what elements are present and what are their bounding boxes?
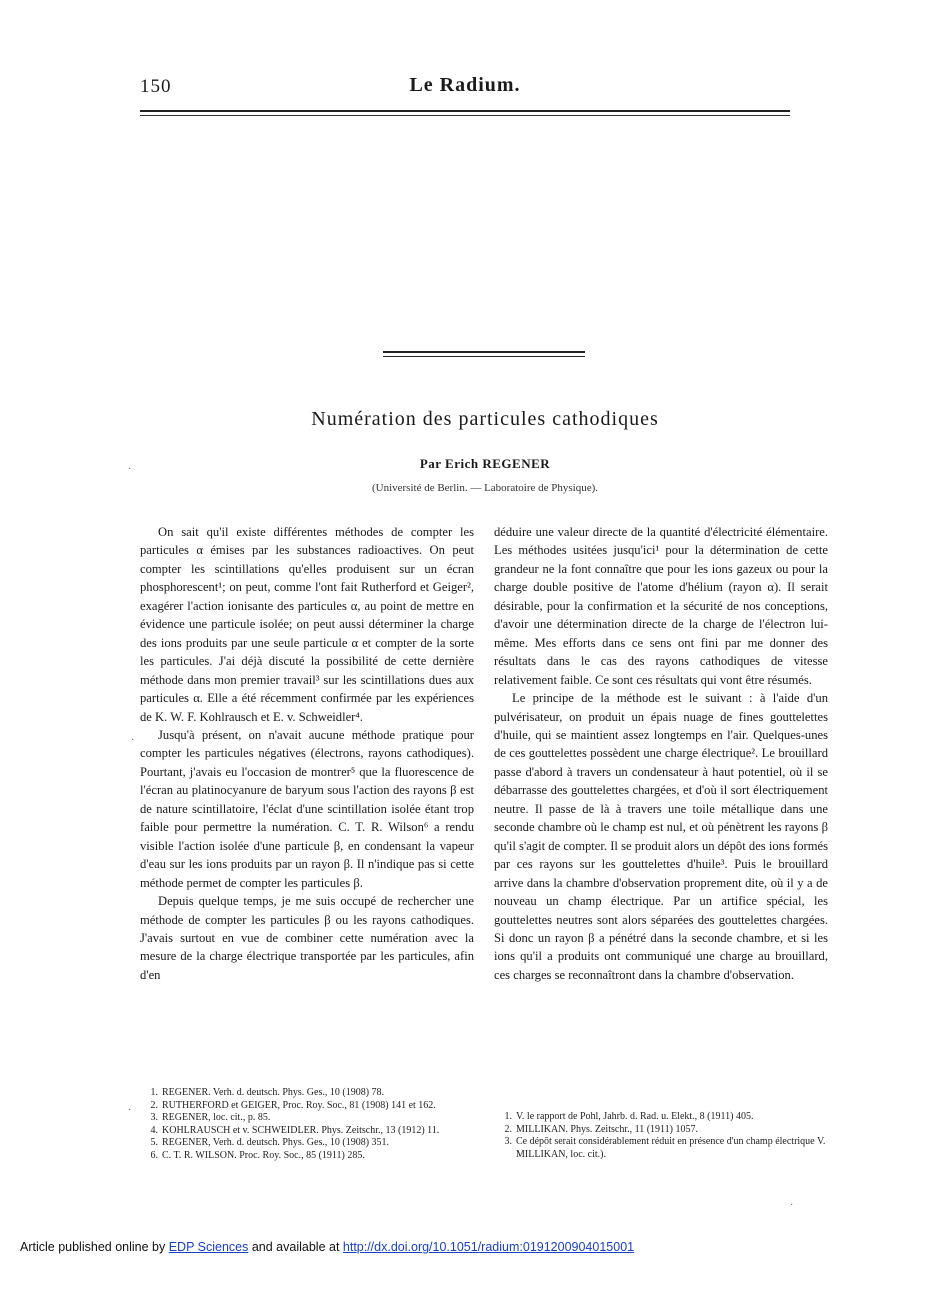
footnote-number: 3. [504, 1136, 512, 1148]
footnote-text: V. le rapport de Pohl, Jahrb. d. Rad. u. Elekt., 8 (1911) 405. [516, 1111, 754, 1122]
footnote-number: 2. [150, 1099, 158, 1111]
footnote-number: 4. [150, 1124, 158, 1136]
footnote-text: KOHLRAUSCH et v. SCHWEIDLER. Phys. Zeitschr., 13 (1912) 11. [162, 1124, 440, 1136]
footnote-text: RUTHERFORD et GEIGER, Proc. Roy. Soc., 81 (1908) 141 et 162. [162, 1099, 436, 1111]
scan-mark: · [131, 735, 135, 746]
footnote-text: C. T. R. WILSON. Proc. Roy. Soc., 85 (1911) 285. [162, 1149, 365, 1161]
footnote [494, 1136, 828, 1161]
footnote [140, 1112, 474, 1125]
footnote [140, 1150, 474, 1163]
header-rule-thin [140, 115, 790, 116]
footnote-number: 2. [504, 1123, 512, 1135]
footnote [140, 1087, 474, 1100]
paragraph: On sait qu'il existe différentes méthodes de compter les particules α émises par les substances radioactives. On peut compter les scintillations qu'elles produisent sur un écran phosphorescent¹; on peut, comme l'ont fait Rutherford et Geiger², exagérer l'action ionisante des particules α, au point de mettre en évidence une particule isolée; on peut aussi déterminer la charge des ions produits par une seule particule α et compter de la sorte les particules. J'ai déjà discuté la possibilité de cette dernière méthode dans mon premier travail³ sur les scintillations dues aux particules α. Elle a été récemment confirmée par les expériences de K. W. F. Kohlrausch et E. v. Schweidler⁴. [140, 525, 474, 724]
publisher-link[interactable]: EDP Sciences [168, 1240, 249, 1254]
scan-mark: · [790, 1200, 794, 1211]
footnotes-right [494, 1111, 828, 1161]
journal-title: Le Radium. [409, 74, 521, 96]
article-title: Numération des particules cathodiques [311, 408, 659, 430]
footer-prefix: Article published online by [20, 1240, 169, 1254]
footnote-number: 1. [150, 1087, 158, 1098]
footnote [140, 1100, 474, 1113]
article-byline: Par Erich REGENER [419, 456, 551, 471]
footnote-number: 1. [504, 1111, 512, 1122]
footnote [140, 1137, 474, 1150]
paragraph: Depuis quelque temps, je me suis occupé de rechercher une méthode de compter les particules β ou les rayons cathodiques. J'avais surtout en vue de combiner cette numération avec la mesure de la charge électrique transportée par les particules, afin d'en [140, 894, 474, 982]
scan-mark: · [128, 1105, 132, 1116]
footnote-text: REGENER, Verh. d. deutsch. Phys. Ges., 10 (1908) 351. [162, 1137, 390, 1149]
page-number: 150 [140, 76, 172, 97]
footnote-text: REGENER, loc. cit., p. 85. [162, 1112, 271, 1124]
body-column-right [494, 523, 828, 984]
publication-footer [20, 1240, 634, 1254]
footnote-number: 3. [150, 1112, 158, 1124]
title-ornament-bottom [383, 356, 585, 357]
footnote [494, 1124, 828, 1137]
article-affiliation: (Université de Berlin. — Laboratoire de Physique). [371, 482, 599, 494]
footnote-number: 6. [150, 1149, 158, 1161]
footnote-text: MILLIKAN. Phys. Zeitschr., 11 (1911) 1057. [516, 1123, 699, 1135]
doi-link[interactable]: http://dx.doi.org/10.1051/radium:0191200904015001 [342, 1240, 635, 1254]
scan-mark: · [128, 464, 132, 475]
paragraph: Le principe de la méthode est le suivant : à l'aide d'un pulvérisateur, on produit un épais nuage de fines gouttelettes d'huile, qui se maintient assez longtemps en l'air. Quelques-unes de ces gouttelettes possèdent une charge électrique². Le brouillard passe d'abord à travers un condensateur à haut potentiel, où il se débarrasse des gouttelettes chargées, et d'où il sort électriquement neutre. Il passe de là à travers une toile métallique dans une seconde chambre où le champ est nul, et où pénètrent les rayons β qu'il s'agit de compter. Il se produit alors un dépôt des ions formés par ces rayons sur les gouttelettes d'huile³. Puis le brouillard arrive dans la chambre d'observation proprement dite, où il y a de nouveau un champ électrique. Par un artifice spécial, les gouttelettes neutres sont alors séparées des gouttelettes chargées. Si donc un rayon β a pénétré dans la seconde chambre, et si les ions qu'il a produits ont communiqué une charge au brouillard, ces charges se reconnaîtront dans la chambre d'observation. [494, 691, 828, 982]
paragraph: déduire une valeur directe de la quantité d'électricité élémentaire. Les méthodes usitées jusqu'ici¹ pour la détermination de cette grandeur ne la font connaître que pour les ions gazeux ou pour la charge double positive de l'atome d'hélium (rayon α). Il serait désirable, pour la confirmation et la sécurité de nos conceptions, d'avoir une détermination directe de la charge de l'électron lui-même. Mes efforts dans ce sens ont fini par me donner des résultats dans le cas des rayons cathodiques de vitesse relativement faible. Ce sont ces résultats qui vont être résumés. [494, 525, 828, 687]
paragraph: Jusqu'à présent, on n'avait aucune méthode pratique pour compter les particules négatives (électrons, rayons cathodiques). Pourtant, j'avais eu l'occasion de montrer⁵ que la fluorescence de l'écran au platinocyanure de baryum sous l'action des rayons β est de nature scintillatoire, l'éclat d'une scintillation isolée étant trop faible pour permettre la numération. C. T. R. Wilson⁶ a rendu visible l'action isolée d'une particule β, en condensant la vapeur d'eau sur les ions produits par un rayon β. Il n'indique pas si cette méthode permet de compter les particules β. [140, 727, 474, 890]
footnote-number: 5. [150, 1137, 158, 1149]
header-rule-thick [140, 110, 790, 112]
footnote [140, 1125, 474, 1138]
running-header [140, 72, 790, 112]
footnote [494, 1111, 828, 1124]
body-column-left [140, 523, 474, 984]
footnote-text: REGENER. Verh. d. deutsch. Phys. Ges., 10 (1908) 78. [162, 1087, 385, 1098]
footer-middle: and available at [248, 1240, 343, 1254]
footnote-text: Ce dépôt serait considérablement réduit en présence d'un champ électrique V. MILLIKAN, loc. cit.). [516, 1136, 826, 1160]
title-ornament-top [383, 351, 585, 353]
footnotes-left [140, 1087, 474, 1163]
